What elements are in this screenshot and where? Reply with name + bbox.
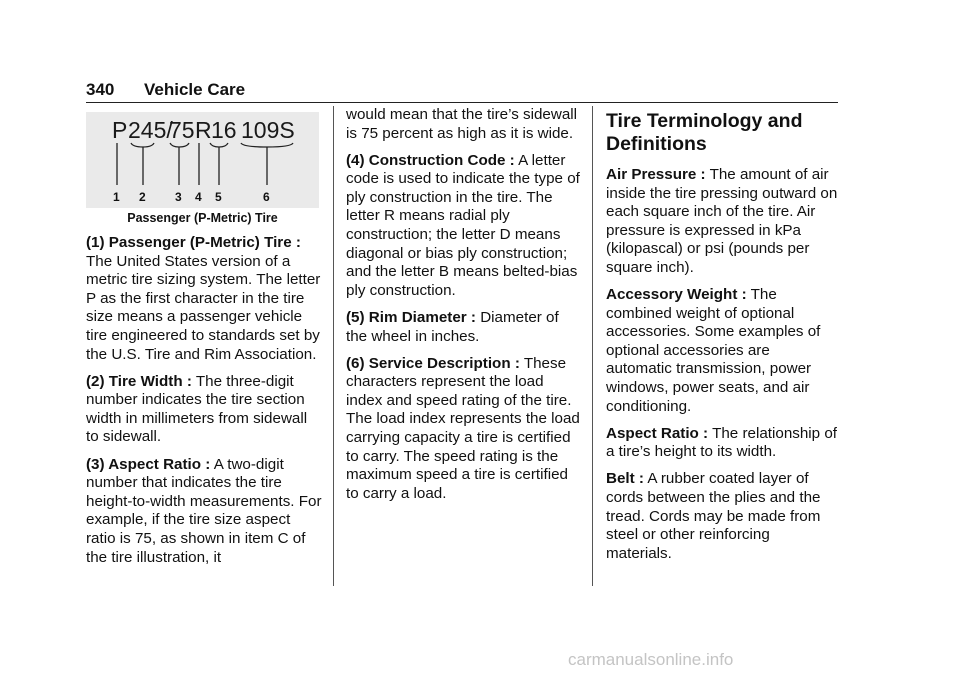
definition-paragraph — [606, 166, 838, 278]
tire-code-prefix: P — [112, 117, 128, 143]
callout-lines — [86, 112, 319, 208]
header-rule — [86, 102, 838, 103]
section-heading: Tire Terminology and Definitions — [606, 110, 803, 155]
definition-text: The three-digit number indicates the tire section width in millimeters from sidewall to sidewall. — [86, 372, 308, 446]
definition-paragraph — [86, 234, 322, 364]
definition-paragraph — [346, 309, 580, 346]
definition-term: (1) Passenger (P-Metric) Tire : — [86, 234, 301, 251]
page-number: 340 — [86, 80, 115, 99]
definition-text: The amount of air inside the tire pressing outward on each square inch of the tire. Air pressure is expressed in kPa (kilopascal) or psi (pounds per square inch). — [606, 166, 838, 276]
tire-size-illustration — [86, 112, 319, 208]
definition-text: These characters represent the load index and speed rating of the tire. The load index represents the load carrying capacity a tire is certified to carry. The speed rating is the maximum speed a tire is certified to carry a load. — [346, 354, 580, 502]
definition-text: The relationship of a tire’s height to its width. — [606, 424, 838, 461]
definition-text: The combined weight of optional accessories. Some examples of optional accessories are automatic transmission, power windows, power seats, and air conditioning. — [606, 286, 821, 415]
callout-label: 3 — [175, 190, 182, 204]
column-3 — [606, 110, 838, 572]
definition-text: Diameter of the wheel in inches. — [346, 308, 559, 345]
definition-text: A letter code is used to indicate the type of ply construction in the tire. The letter R means radial ply construction; the letter D means diagonal or bias ply construction; and the letter B means belted-bias ply construction. — [346, 151, 580, 299]
definition-paragraph — [346, 152, 580, 301]
definition-paragraph — [606, 286, 838, 416]
definition-term: (2) Tire Width : — [86, 372, 192, 390]
definition-paragraph — [606, 470, 838, 563]
callout-label: 6 — [263, 190, 270, 204]
definition-term: Air Pressure : — [606, 166, 706, 183]
tire-code-width: 245/ — [128, 117, 173, 143]
definition-term: Belt : — [606, 470, 644, 488]
definition-term: Aspect Ratio : — [606, 424, 709, 442]
definition-paragraph — [86, 373, 322, 447]
definition-term: (6) Service Description : — [346, 354, 520, 372]
definition-text: A rubber coated layer of cords between the plies and the tread. Cords may be made from steel or other reinforcing materials. — [606, 470, 821, 562]
tire-code-construction: R — [195, 117, 212, 143]
callout-label: 2 — [139, 190, 146, 204]
section-title: Vehicle Care — [144, 80, 246, 99]
definition-text: would mean that the tire’s sidewall is 75 percent as high as it is wide. — [346, 106, 578, 142]
callout-label: 5 — [215, 190, 222, 204]
definition-text: The United States version of a metric tire sizing system. The letter P as the first character in the tire size means a passenger vehicle tire engineered to standards set by the U.S. Tire and Rim Association. — [86, 252, 321, 363]
figure-caption: Passenger (P-Metric) Tire — [127, 211, 278, 225]
column-1 — [86, 234, 322, 576]
watermark: carmanualsonline.info — [568, 650, 734, 669]
callout-label: 1 — [113, 190, 120, 204]
tire-code-service: 109S — [241, 117, 295, 143]
column-2 — [346, 106, 580, 512]
definition-term: (3) Aspect Ratio : — [86, 455, 211, 473]
definition-paragraph — [86, 456, 322, 568]
definition-paragraph — [346, 355, 580, 504]
definition-paragraph — [346, 106, 580, 143]
definition-term: (5) Rim Diameter : — [346, 308, 476, 326]
column-divider — [333, 106, 334, 586]
definition-paragraph — [606, 425, 838, 462]
tire-code-rim: 16 — [211, 117, 237, 143]
definition-text: A two-digit number that indicates the tire height-to-width measurements. For example, if the tire size aspect ratio is 75, as shown in item C of the tire illustration, it — [86, 455, 322, 566]
tire-code-aspect: 75 — [169, 117, 195, 143]
definition-term: Accessory Weight : — [606, 286, 747, 304]
column-divider — [592, 106, 593, 586]
definition-term: (4) Construction Code : — [346, 151, 515, 169]
callout-label: 4 — [195, 190, 202, 204]
